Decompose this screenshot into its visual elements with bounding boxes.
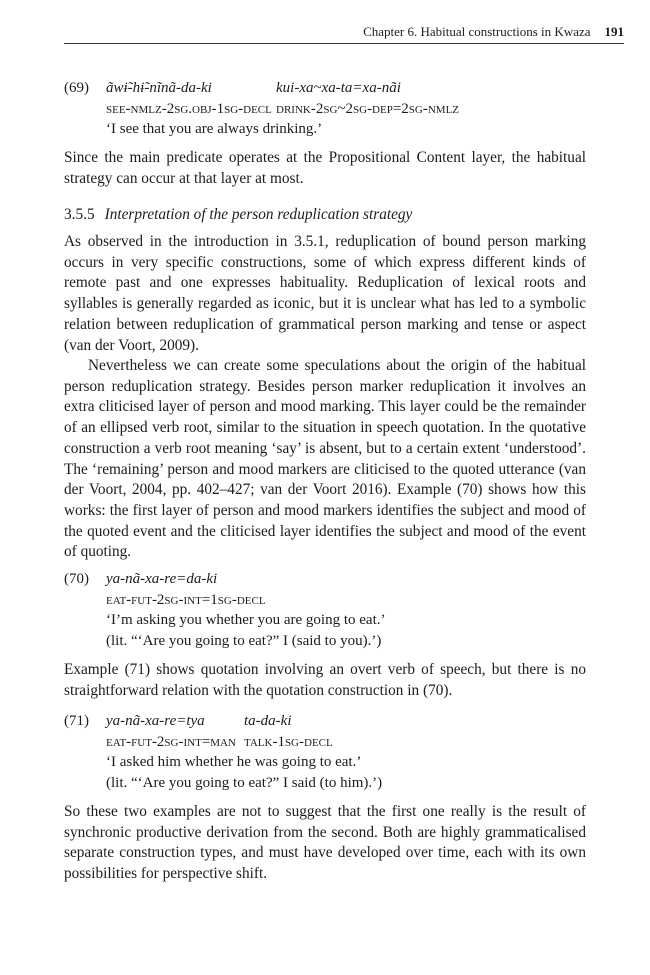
example-translation: ‘I’m asking you whether you are going to eat.’ bbox=[106, 612, 386, 628]
example-literal: (lit. “‘Are you going to eat?” I said (to him).’) bbox=[106, 774, 383, 791]
example-gloss: see-nmlz-2sg.obj-1sg-decl bbox=[106, 100, 272, 117]
example-word: ta-da-ki bbox=[244, 713, 292, 729]
paragraph-4: Example (71) shows quotation involving an overt verb of speech, but there is no straightforward relation with the quotation construction in (70). bbox=[64, 661, 586, 699]
paragraph-5: So these two examples are not to suggest that the first one really is the result of synchronic productive derivation from the second. Both are highly grammaticalised separate construction types, and must have developed over time, each with its own possibilities for perspective shift. bbox=[64, 803, 586, 883]
example-69 bbox=[64, 78, 586, 140]
example-word: kui-xa~xa-ta=xa-nãi bbox=[276, 80, 401, 96]
paragraph-1: Since the main predicate operates at the Propositional Content layer, the habitual strategy can occur at that layer at most. bbox=[64, 149, 586, 187]
example-word: ya-nã-xa-re=tya bbox=[106, 713, 205, 729]
section-title: Interpretation of the person reduplication strategy bbox=[104, 206, 413, 223]
example-number: (69) bbox=[64, 80, 89, 96]
example-number: (70) bbox=[64, 571, 89, 587]
example-word: ya-nã-xa-re=da-ki bbox=[106, 571, 218, 587]
example-gloss: eat-fut-2sg-int=1sg-decl bbox=[106, 591, 266, 608]
example-gloss: talk-1sg-decl bbox=[244, 733, 333, 750]
example-gloss: drink-2sg~2sg-dep=2sg-nmlz bbox=[276, 100, 460, 117]
example-70 bbox=[64, 569, 586, 651]
paragraph-2: As observed in the introduction in 3.5.1, reduplication of bound person marking occurs in very specific constructions, some of which express different kinds of remote past and one expresses habituality. Reduplication of lexical roots and syllables is generally regarded as iconic, but it is unclear what has led to a symbolic relation between reduplication of grammatical person marking and tense or aspect (van der Voort, 2009). bbox=[64, 233, 586, 354]
example-gloss: eat-fut-2sg-int=man bbox=[106, 733, 236, 750]
header-rule bbox=[64, 43, 624, 44]
paragraph-3: Nevertheless we can create some speculations about the origin of the habitual person reduplication strategy. Besides person marker reduplication it involves an extra cliticised layer of person and mood marking. This layer could be the remainder of an ellipsed verb root, similar to the situation in speech quotation. In the quotative construction a verb root meaning ‘say’ is absent, but to a certain extent ‘understood’. The ‘remaining’ person and mood markers are cliticised to the quoted utterance (van der Voort, 2004, pp. 402–427; van der Voort 2016). Example (70) shows how this works: the first layer of person and mood markers identifies the subject and mood of the quoted event and the cliticised layer identifies the subject and mood of the event of quoting. bbox=[64, 357, 586, 561]
example-number: (71) bbox=[64, 713, 89, 729]
running-title: Chapter 6. Habitual constructions in Kwaza bbox=[363, 24, 591, 39]
example-translation: ‘I see that you are always drinking.’ bbox=[106, 121, 323, 137]
running-header bbox=[64, 24, 624, 44]
section-number: 3.5.5 bbox=[64, 206, 95, 223]
example-71 bbox=[64, 711, 586, 793]
page-number: 191 bbox=[604, 24, 624, 39]
section-heading bbox=[64, 206, 412, 224]
example-word: ãwɨ̃-hɨ̃-nĩnã-da-ki bbox=[106, 80, 212, 96]
example-translation: ‘I asked him whether he was going to eat.’ bbox=[106, 754, 362, 770]
example-literal: (lit. “‘Are you going to eat?” I (said to you).’) bbox=[106, 632, 382, 649]
